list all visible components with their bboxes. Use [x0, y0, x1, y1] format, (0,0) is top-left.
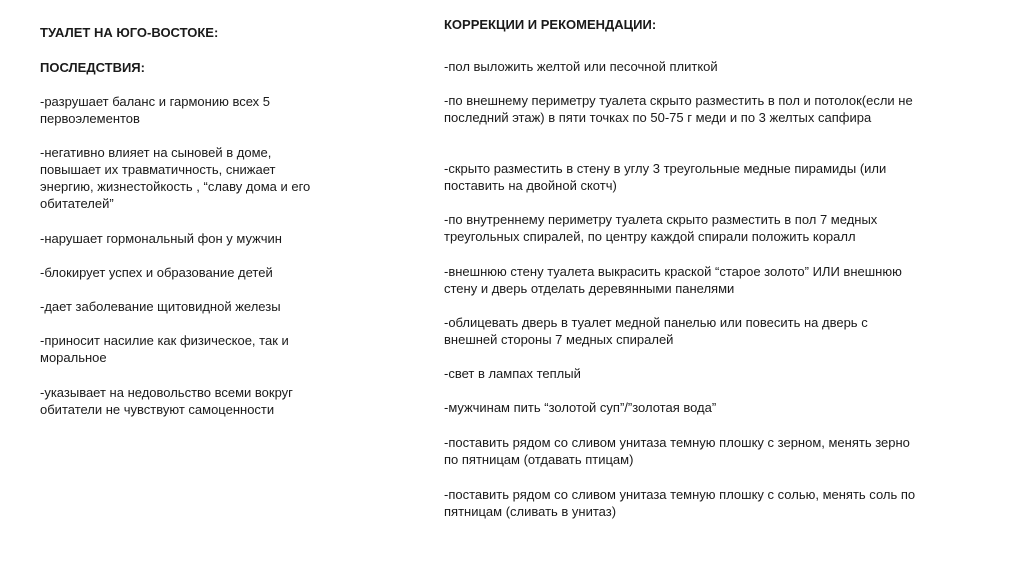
consequence-item: -указывает на недовольство всеми вокруг обитатели не чувствуют самоценности [40, 385, 293, 417]
correction-item: -по внутреннему периметру туалета скрыто разместить в пол 7 медных треугольных спиралей, по центру каждой спирали положить коралл [444, 212, 878, 244]
correction-item: -облицевать дверь в туалет медной панелью или повесить на дверь с внешней стороны 7 медных спиралей [444, 315, 868, 347]
correction-item: -пол выложить желтой или песочной плиткой [444, 59, 718, 74]
consequence-item: -дает заболевание щитовидной железы [40, 299, 281, 314]
consequences-heading: ПОСЛЕДСТВИЯ: [40, 60, 145, 75]
correction-item: -свет в лампах теплый [444, 366, 581, 381]
corrections-heading: КОРРЕКЦИИ И РЕКОМЕНДАЦИИ: [444, 17, 657, 32]
correction-item: -внешнюю стену туалета выкрасить краской “старое золото” ИЛИ внешнюю стену и дверь отделать деревянными панелями [444, 264, 902, 296]
correction-item: -поставить рядом со сливом унитаза темную плошку с зерном, менять зерно по пятницам (отдавать птицам) [444, 435, 910, 467]
consequence-item: -блокирует успех и образование детей [40, 265, 273, 280]
correction-item: -по внешнему периметру туалета скрыто разместить в пол и потолок(если не последний этаж) в пяти точках по 50-75 г меди и по 3 желтых сапфира [444, 93, 913, 125]
consequence-item: -разрушает баланс и гармонию всех 5 первоэлементов [40, 94, 271, 126]
correction-item: -скрыто разместить в стену в углу 3 треугольные медные пирамиды (или поставить на двойной скотч) [444, 161, 887, 193]
correction-item: -мужчинам пить “золотой суп”/”золотая вода” [444, 400, 717, 415]
consequence-item: -негативно влияет на сыновей в доме, повышает их травматичность, снижает энергию, жизнестойкость , “славу дома и его обитателей” [40, 145, 311, 211]
consequence-item: -приносит насилие как физическое, так и моральное [40, 333, 289, 365]
consequence-item: -нарушает гормональный фон у мужчин [40, 231, 282, 246]
section-title: ТУАЛЕТ НА ЮГО-ВОСТОКЕ: [40, 25, 219, 40]
correction-item: -поставить рядом со сливом унитаза темную плошку с солью, менять соль по пятницам (сливать в унитаз) [444, 487, 916, 519]
